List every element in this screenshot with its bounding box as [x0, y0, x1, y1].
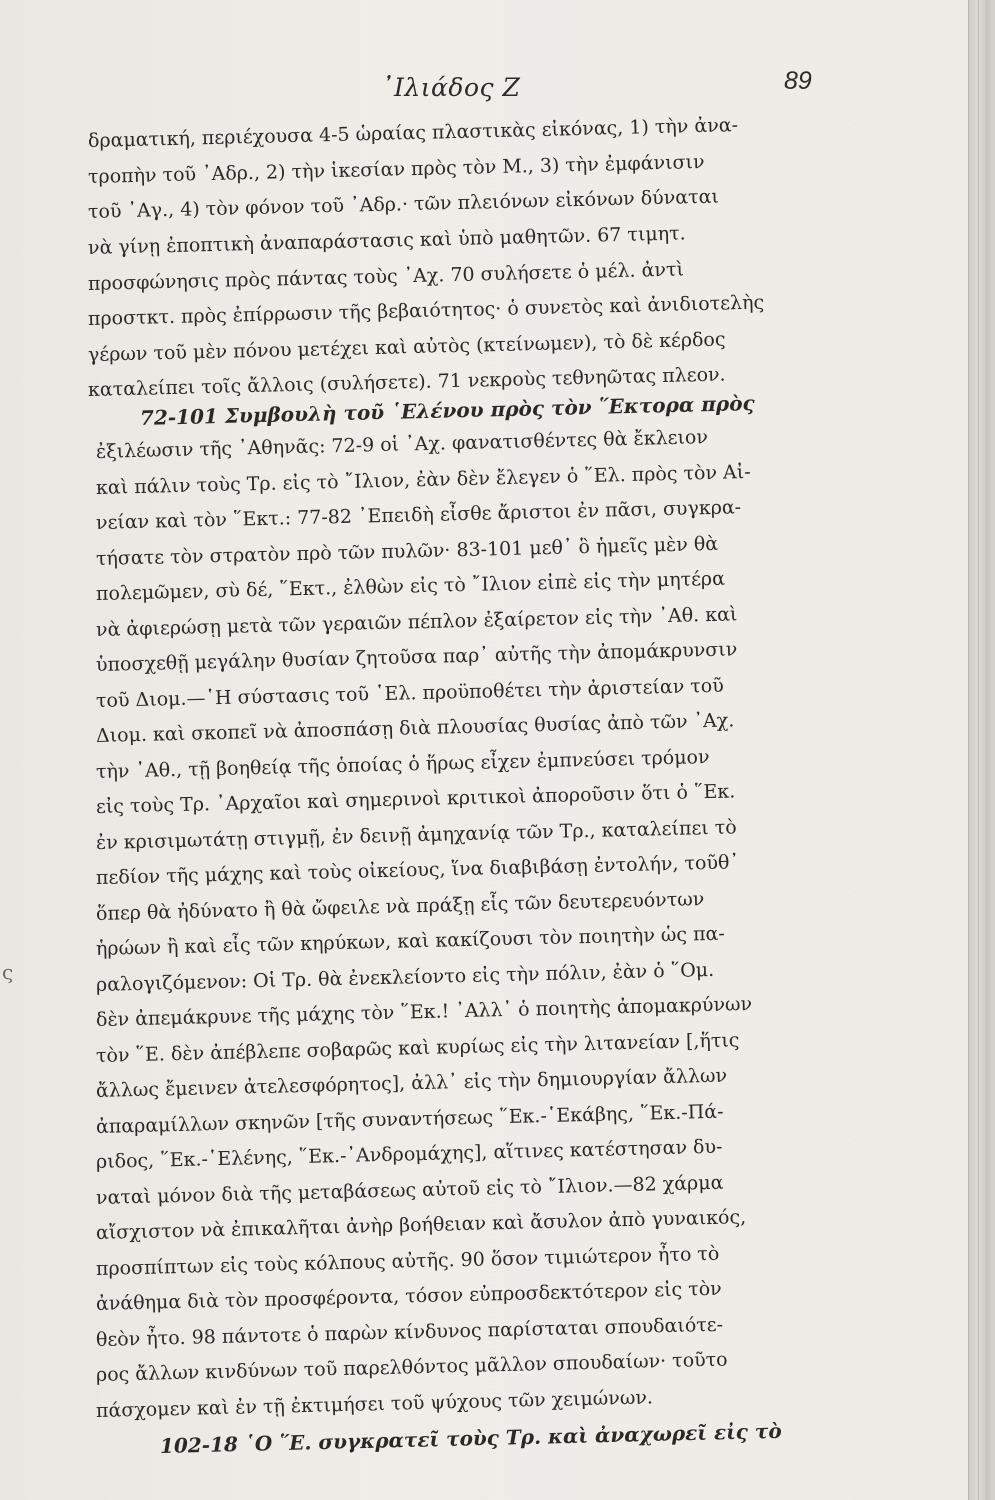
- text-line: προσπίπτων εἰς τοὺς κόλπους αὐτῆς. 90 ὅσον τιμιώτερον ἦτο τὸ: [95, 1242, 720, 1280]
- text-line: ὑποσχεθῇ μεγάλην θυσίαν ζητοῦσα παρ᾿ αὐτῆς τὴν ἀπομάκρυνσιν: [95, 638, 738, 676]
- text-line: ἐν κρισιμωτάτῃ στιγμῇ, ἐν δεινῇ ἀμηχανίᾳ τῶν Τρ., καταλείπει τὸ: [95, 816, 737, 854]
- text-line: θεὸν ἦτο. 98 πάντοτε ὁ παρὼν κίνδυνος παρίσταται σπουδαιότε-: [95, 1313, 724, 1351]
- text-line: ἡρώων ἢ καὶ εἷς τῶν κηρύκων, καὶ κακίζουσι τὸν ποιητὴν ὡς πα-: [95, 922, 726, 960]
- text-line: ὅπερ θὰ ἠδύνατο ἢ θὰ ὤφειλε νὰ πράξῃ εἷς τῶν δευτερευόντων: [95, 888, 705, 925]
- page-number: 89: [784, 67, 812, 95]
- text-line: πάσχομεν καὶ ἐν τῇ ἐκτιμήσει τοῦ ψύχους τῶν χειμώνων.: [95, 1386, 654, 1422]
- margin-mark: ς: [2, 960, 14, 984]
- text-line: τοῦ ᾿Αγ., 4) τὸν φόνον τοῦ ᾿Αδρ.· τῶν πλειόνων εἰκόνων δύναται: [87, 185, 720, 223]
- text-line: τροπὴν τοῦ ᾿Αδρ., 2) τὴν ἱκεσίαν πρὸς τὸν Μ., 3) τὴν ἐμφάνισιν: [87, 150, 705, 188]
- text-line: καταλείπει τοῖς ἄλλοις (συλήσετε). 71 νεκροὺς τεθνηῶτας πλεον.: [87, 363, 726, 401]
- text-line: ναταὶ μόνον διὰ τῆς μεταβάσεως αὐτοῦ εἰς τὸ ῎Ιλιον.—82 χάρμα: [95, 1171, 724, 1209]
- text-line: τοῦ Διομ.—῾Η σύστασις τοῦ ῾Ελ. προϋποθέτει τὴν ἀριστείαν τοῦ: [95, 674, 725, 712]
- running-title: ᾿Ιλιάδος Ζ: [381, 73, 521, 102]
- text-line: δραματική, περιέχουσα 4-5 ὡραίας πλαστικὰς εἰκόνας, 1) τὴν ἀνα-: [87, 114, 739, 152]
- text-line: πολεμῶμεν, σὺ δέ, ῞Εκτ., ἐλθὼν εἰς τὸ ῎Ιλιον εἰπὲ εἰς τὴν μητέρα: [95, 567, 726, 605]
- text-line: αἴσχιστον νὰ ἐπικαλῆται ἀνὴρ βοήθειαν καὶ ἄσυλον ἀπὸ γυναικός,: [95, 1206, 747, 1244]
- text-line: πεδίον τῆς μάχης καὶ τοὺς οἰκείους, ἵνα διαβιβάσῃ ἐντολήν, τοῦθ᾿: [95, 851, 740, 889]
- text-line: ἀνάθημα διὰ τὸν προσφέροντα, τόσον εὐπροσδεκτότερον εἰς τὸν: [95, 1277, 722, 1315]
- text-line: νείαν καὶ τὸν ῞Εκτ.: 77-82 ᾿Επειδὴ εἶσθε ἄριστοι ἐν πᾶσι, συγκρα-: [95, 496, 742, 534]
- section-heading: 72-101 Συμβουλὴ τοῦ ῾Ελένου πρὸς τὸν ῞Εκτορα πρὸς: [139, 390, 755, 430]
- text-line: νὰ γίνῃ ἐποπτικὴ ἀναπαράστασις καὶ ὑπὸ μαθητῶν. 67 τιμητ.: [87, 222, 686, 259]
- text-line: εἰς τοὺς Τρ. ᾿Αρχαῖοι καὶ σημερινοὶ κριτικοὶ ἀποροῦσιν ὅτι ὁ ῞Εκ.: [95, 780, 736, 818]
- text-line: τὸν ῞Ε. δὲν ἀπέβλεπε σοβαρῶς καὶ κυρίως εἰς τὴν λιτανείαν [,ἥτις: [95, 1029, 740, 1067]
- text-line: τὴν ᾿Αθ., τῇ βοηθείᾳ τῆς ὁποίας ὁ ἥρως εἶχεν ἐμπνεύσει τρόμον: [95, 746, 710, 783]
- text-line: προσφώνησις πρὸς πάντας τοὺς ᾿Αχ. 70 συλήσετε ὁ μέλ. ἀντὶ: [87, 258, 685, 295]
- text-line: ἀπαραμίλλων σκηνῶν [τῆς συναντήσεως ῞Εκ.-῾Εκάβης, ῞Εκ.-Πά-: [95, 1100, 724, 1138]
- text-line: ρος ἄλλων κινδύνων τοῦ παρελθόντος μᾶλλον σπουδαίων· τοῦτο: [95, 1348, 728, 1386]
- text-line: δὲν ἀπεμάκρυνε τῆς μάχης τὸν ῞Εκ.! ᾿Αλλ᾿ ὁ ποιητὴς ἀπομακρύνων: [95, 992, 753, 1031]
- text-line: τήσατε τὸν στρατὸν πρὸ τῶν πυλῶν· 83-101 μεθ᾿ ὃ ἡμεῖς μὲν θὰ: [95, 532, 719, 570]
- text-line: Διομ. καὶ σκοπεῖ νὰ ἀποσπάσῃ διὰ πλουσίας θυσίας ἀπὸ τῶν ᾿Αχ.: [95, 709, 735, 747]
- section-heading: 102-18 ῾Ο ῞Ε. συγκρατεῖ τοὺς Τρ. καὶ ἀναχωρεῖ εἰς τὸ: [159, 1418, 782, 1458]
- text-line: νὰ ἀφιερώσῃ μετὰ τῶν γεραιῶν πέπλον ἐξαίρετον εἰς τὴν ᾿Αθ. καὶ: [95, 603, 738, 641]
- text-line: ριδος, ῞Εκ.-῾Ελένης, ῞Εκ.-᾿Ανδρομάχης], αἵτινες κατέστησαν δυ-: [95, 1135, 723, 1173]
- text-line: καὶ πάλιν τοὺς Τρ. εἰς τὸ ῎Ιλιον, ἐὰν δὲν ἔλεγεν ὁ ῞Ελ. πρὸς τὸν Αἰ-: [95, 461, 751, 499]
- text-line: ἄλλως ἔμεινεν ἀτελεσφόρητος], ἀλλ᾿ εἰς τὴν δημιουργίαν ἄλλων: [95, 1064, 728, 1102]
- page-edge: [968, 0, 995, 1500]
- text-line: ἐξιλέωσιν τῆς ᾿Αθηνᾶς: 72-9 οἱ ᾿Αχ. φανατισθέντες θὰ ἔκλειον: [95, 426, 709, 463]
- text-line: ραλογιζόμενον: Οἱ Τρ. θὰ ἐνεκλείοντο εἰς τὴν πόλιν, ἐὰν ὁ ῞Ομ.: [95, 958, 715, 996]
- text-line: προστκτ. πρὸς ἐπίρρωσιν τῆς βεβαιότητος· ὁ συνετὸς καὶ ἀνιδιοτελὴς: [87, 291, 765, 330]
- text-line: γέρων τοῦ μὲν πόνου μετέχει καὶ αὐτὸς (κτείνωμεν), τὸ δὲ κέρδος: [87, 328, 726, 366]
